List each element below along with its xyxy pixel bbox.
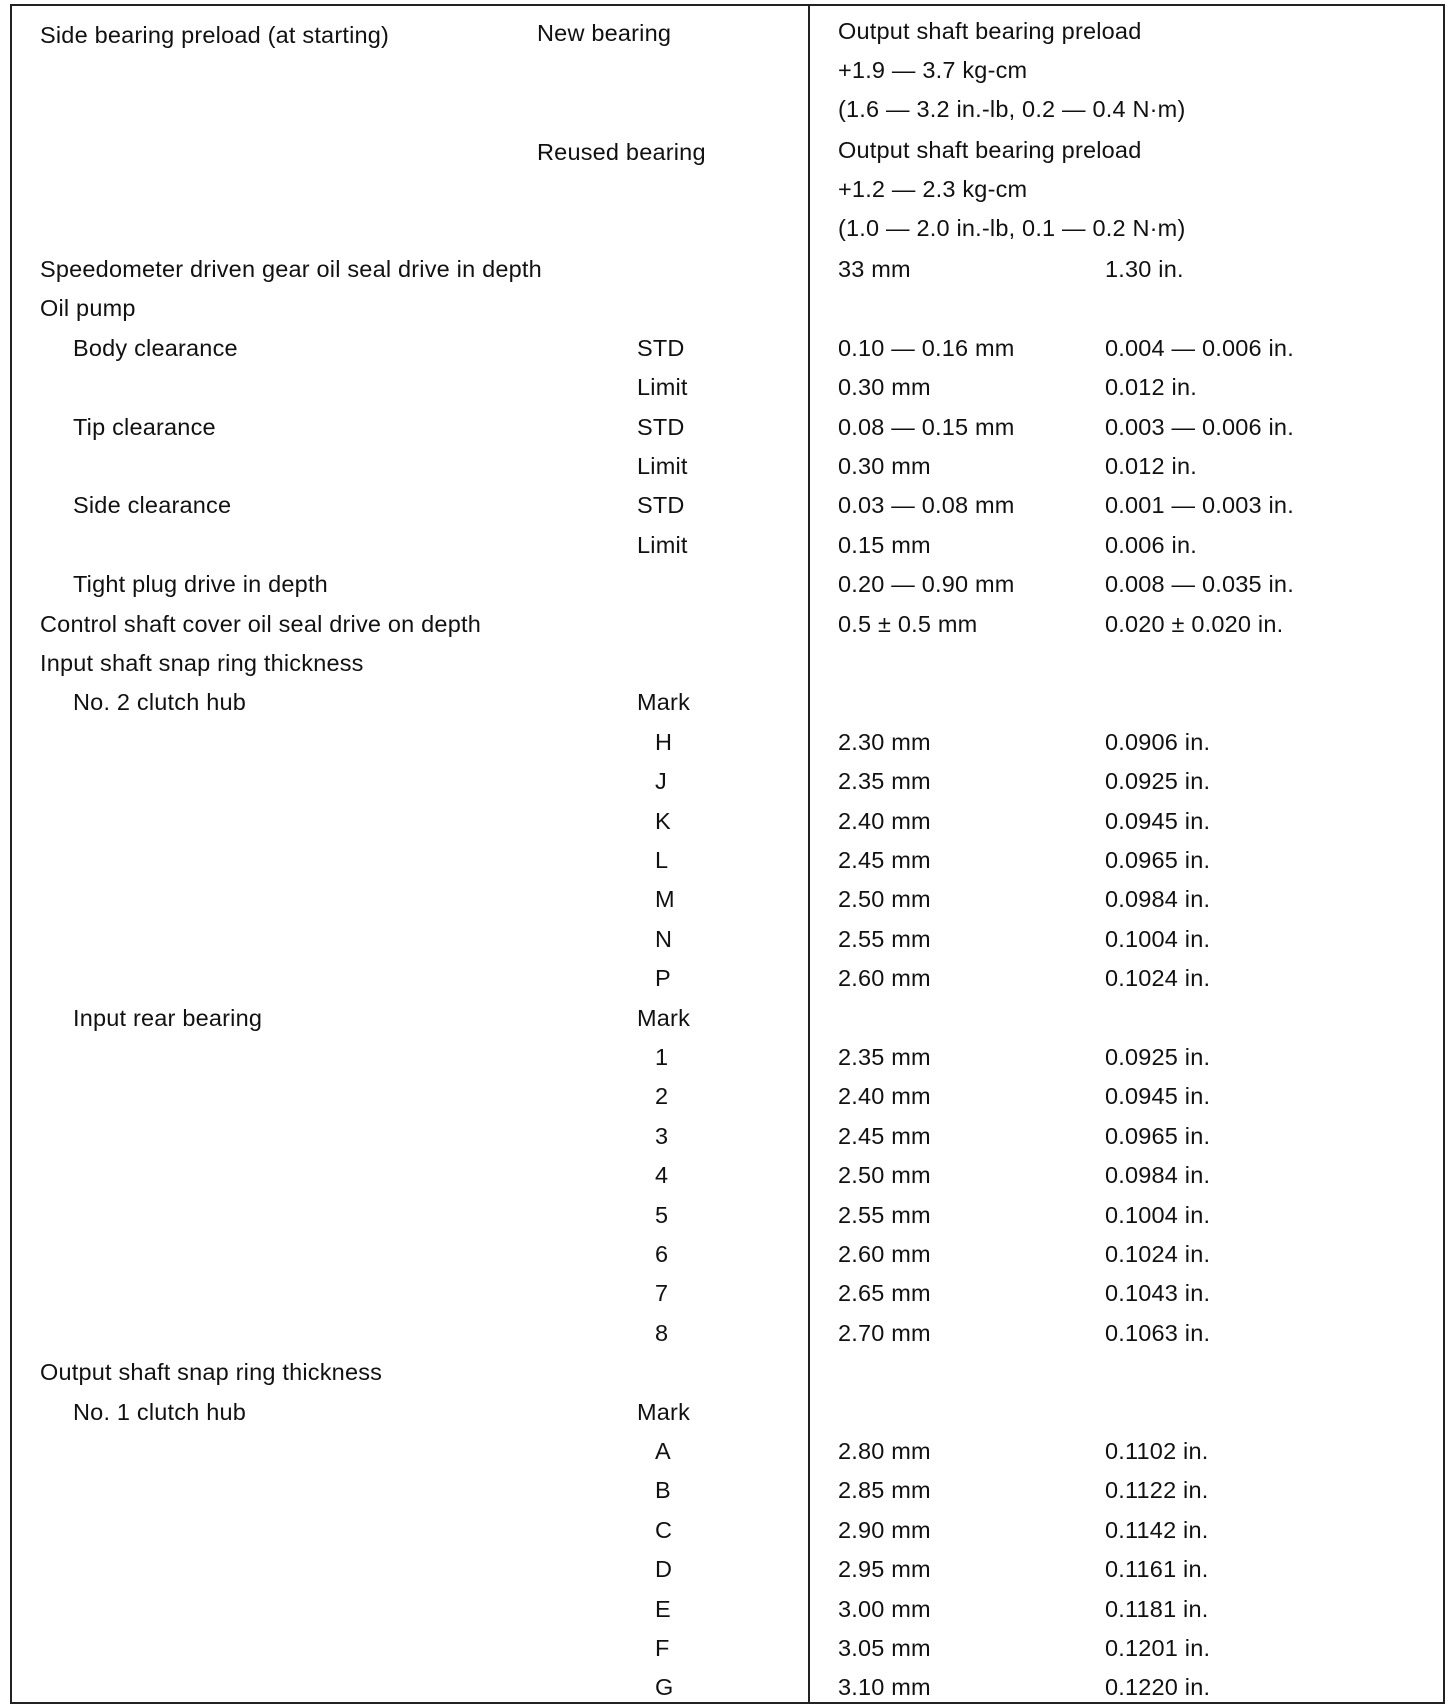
new-bearing-label: New bearing (537, 20, 672, 46)
row-condition: Limit (637, 453, 688, 479)
row-value-inch: 0.1201 in. (1105, 1635, 1211, 1661)
row-value-inch: 0.0925 in. (1105, 1044, 1211, 1070)
row-value-mm: 0.15 mm (838, 532, 931, 558)
new-bearing-line2: +1.9 — 3.7 kg-cm (838, 57, 1028, 83)
row-value-inch: 0.0925 in. (1105, 768, 1211, 794)
row-label: Side clearance (73, 492, 232, 518)
row-value-inch: 0.012 in. (1105, 374, 1197, 400)
new-bearing-line3: (1.6 — 3.2 in.-lb, 0.2 — 0.4 N·m) (838, 96, 1186, 122)
row-value-inch: 0.1004 in. (1105, 1202, 1211, 1228)
row-value-inch: 0.0984 in. (1105, 1162, 1211, 1188)
row-value-mm: 2.60 mm (838, 1241, 931, 1267)
row-mark: 8 (655, 1320, 669, 1346)
row-value-inch: 0.0906 in. (1105, 729, 1211, 755)
row-value-inch: 0.0945 in. (1105, 808, 1211, 834)
row-value-mm: 2.50 mm (838, 886, 931, 912)
row-label: Oil pump (40, 295, 136, 321)
row-value-mm: 2.40 mm (838, 1083, 931, 1109)
row-mark: N (655, 926, 673, 952)
row-label: Input shaft snap ring thickness (40, 650, 364, 676)
row-mark: F (655, 1635, 670, 1661)
row-value-inch: 0.020 ± 0.020 in. (1105, 611, 1284, 637)
row-label: Control shaft cover oil seal drive on depth (40, 611, 481, 637)
row-mark: 1 (655, 1044, 669, 1070)
row-value-mm: 3.10 mm (838, 1674, 931, 1700)
row-condition: STD (637, 414, 685, 440)
row-label: Tip clearance (73, 414, 216, 440)
row-value-inch: 0.0945 in. (1105, 1083, 1211, 1109)
row-mark: E (655, 1596, 671, 1622)
reused-bearing-line3: (1.0 — 2.0 in.-lb, 0.1 — 0.2 N·m) (838, 215, 1186, 241)
row-mark: C (655, 1517, 673, 1543)
row-value-mm: 2.55 mm (838, 1202, 931, 1228)
row-value-mm: 33 mm (838, 256, 911, 282)
row-value-mm: 2.70 mm (838, 1320, 931, 1346)
row-value-inch: 0.012 in. (1105, 453, 1197, 479)
preload-label: Side bearing preload (at starting) (40, 22, 390, 48)
row-value-mm: 2.50 mm (838, 1162, 931, 1188)
row-value-inch: 0.0965 in. (1105, 1123, 1211, 1149)
row-mark: 5 (655, 1202, 669, 1228)
row-value-mm: 2.80 mm (838, 1438, 931, 1464)
row-value-mm: 2.45 mm (838, 1123, 931, 1149)
row-condition: STD (637, 492, 685, 518)
row-value-mm: 2.35 mm (838, 1044, 931, 1070)
row-value-mm: 0.08 — 0.15 mm (838, 414, 1015, 440)
row-value-inch: 0.008 — 0.035 in. (1105, 571, 1294, 597)
row-value-mm: 2.95 mm (838, 1556, 931, 1582)
row-value-inch: 0.0984 in. (1105, 886, 1211, 912)
row-condition: Mark (637, 1399, 691, 1425)
row-mark: G (655, 1674, 674, 1700)
row-mark: 6 (655, 1241, 669, 1267)
row-value-inch: 0.1142 in. (1105, 1517, 1209, 1543)
row-mark: L (655, 847, 669, 873)
row-condition: Mark (637, 689, 691, 715)
row-value-mm: 2.90 mm (838, 1517, 931, 1543)
row-label: Tight plug drive in depth (73, 571, 328, 597)
row-value-inch: 0.1024 in. (1105, 965, 1211, 991)
row-value-inch: 0.1122 in. (1105, 1477, 1209, 1503)
row-value-inch: 0.001 — 0.003 in. (1105, 492, 1294, 518)
row-value-inch: 0.1004 in. (1105, 926, 1211, 952)
row-value-inch: 0.1102 in. (1105, 1438, 1209, 1464)
row-value-inch: 0.006 in. (1105, 532, 1197, 558)
row-value-inch: 0.1220 in. (1105, 1674, 1211, 1700)
row-condition: Limit (637, 532, 688, 558)
row-value-mm: 0.10 — 0.16 mm (838, 335, 1015, 361)
reused-bearing-label: Reused bearing (537, 139, 706, 165)
row-value-inch: 0.1063 in. (1105, 1320, 1211, 1346)
row-mark: D (655, 1556, 673, 1582)
row-value-inch: 0.004 — 0.006 in. (1105, 335, 1294, 361)
row-mark: 3 (655, 1123, 669, 1149)
row-mark: 4 (655, 1162, 669, 1188)
row-value-mm: 3.05 mm (838, 1635, 931, 1661)
row-label: Output shaft snap ring thickness (40, 1359, 383, 1385)
row-value-inch: 0.1024 in. (1105, 1241, 1211, 1267)
row-value-mm: 2.30 mm (838, 729, 931, 755)
row-mark: M (655, 886, 675, 912)
row-label: Speedometer driven gear oil seal drive in depth (40, 256, 542, 282)
row-value-mm: 0.5 ± 0.5 mm (838, 611, 978, 637)
row-condition: Mark (637, 1005, 691, 1031)
reused-bearing-line1: Output shaft bearing preload (838, 137, 1142, 163)
row-label: No. 1 clutch hub (73, 1399, 247, 1425)
row-value-mm: 2.85 mm (838, 1477, 931, 1503)
row-value-mm: 0.30 mm (838, 453, 931, 479)
row-value-inch: 0.1043 in. (1105, 1280, 1211, 1306)
row-value-inch: 1.30 in. (1105, 256, 1184, 282)
row-value-inch: 0.003 — 0.006 in. (1105, 414, 1294, 440)
row-value-mm: 0.03 — 0.08 mm (838, 492, 1015, 518)
row-condition: STD (637, 335, 685, 361)
column-divider (808, 4, 810, 1704)
row-value-mm: 0.30 mm (838, 374, 931, 400)
row-mark: J (655, 768, 667, 794)
row-value-mm: 2.35 mm (838, 768, 931, 794)
row-label: No. 2 clutch hub (73, 689, 247, 715)
row-value-inch: 0.1181 in. (1105, 1596, 1209, 1622)
row-mark: 7 (655, 1280, 669, 1306)
reused-bearing-line2: +1.2 — 2.3 kg-cm (838, 176, 1028, 202)
row-mark: P (655, 965, 671, 991)
new-bearing-line1: Output shaft bearing preload (838, 18, 1142, 44)
row-mark: A (655, 1438, 671, 1464)
row-value-mm: 2.40 mm (838, 808, 931, 834)
row-value-mm: 2.65 mm (838, 1280, 931, 1306)
row-value-mm: 0.20 — 0.90 mm (838, 571, 1015, 597)
row-mark: B (655, 1477, 671, 1503)
row-value-mm: 3.00 mm (838, 1596, 931, 1622)
row-label: Input rear bearing (73, 1005, 263, 1031)
row-value-inch: 0.1161 in. (1105, 1556, 1209, 1582)
row-condition: Limit (637, 374, 688, 400)
row-value-mm: 2.55 mm (838, 926, 931, 952)
row-value-inch: 0.0965 in. (1105, 847, 1211, 873)
row-mark: 2 (655, 1083, 669, 1109)
row-value-mm: 2.60 mm (838, 965, 931, 991)
row-value-mm: 2.45 mm (838, 847, 931, 873)
row-mark: H (655, 729, 673, 755)
row-label: Body clearance (73, 335, 238, 361)
row-mark: K (655, 808, 671, 834)
